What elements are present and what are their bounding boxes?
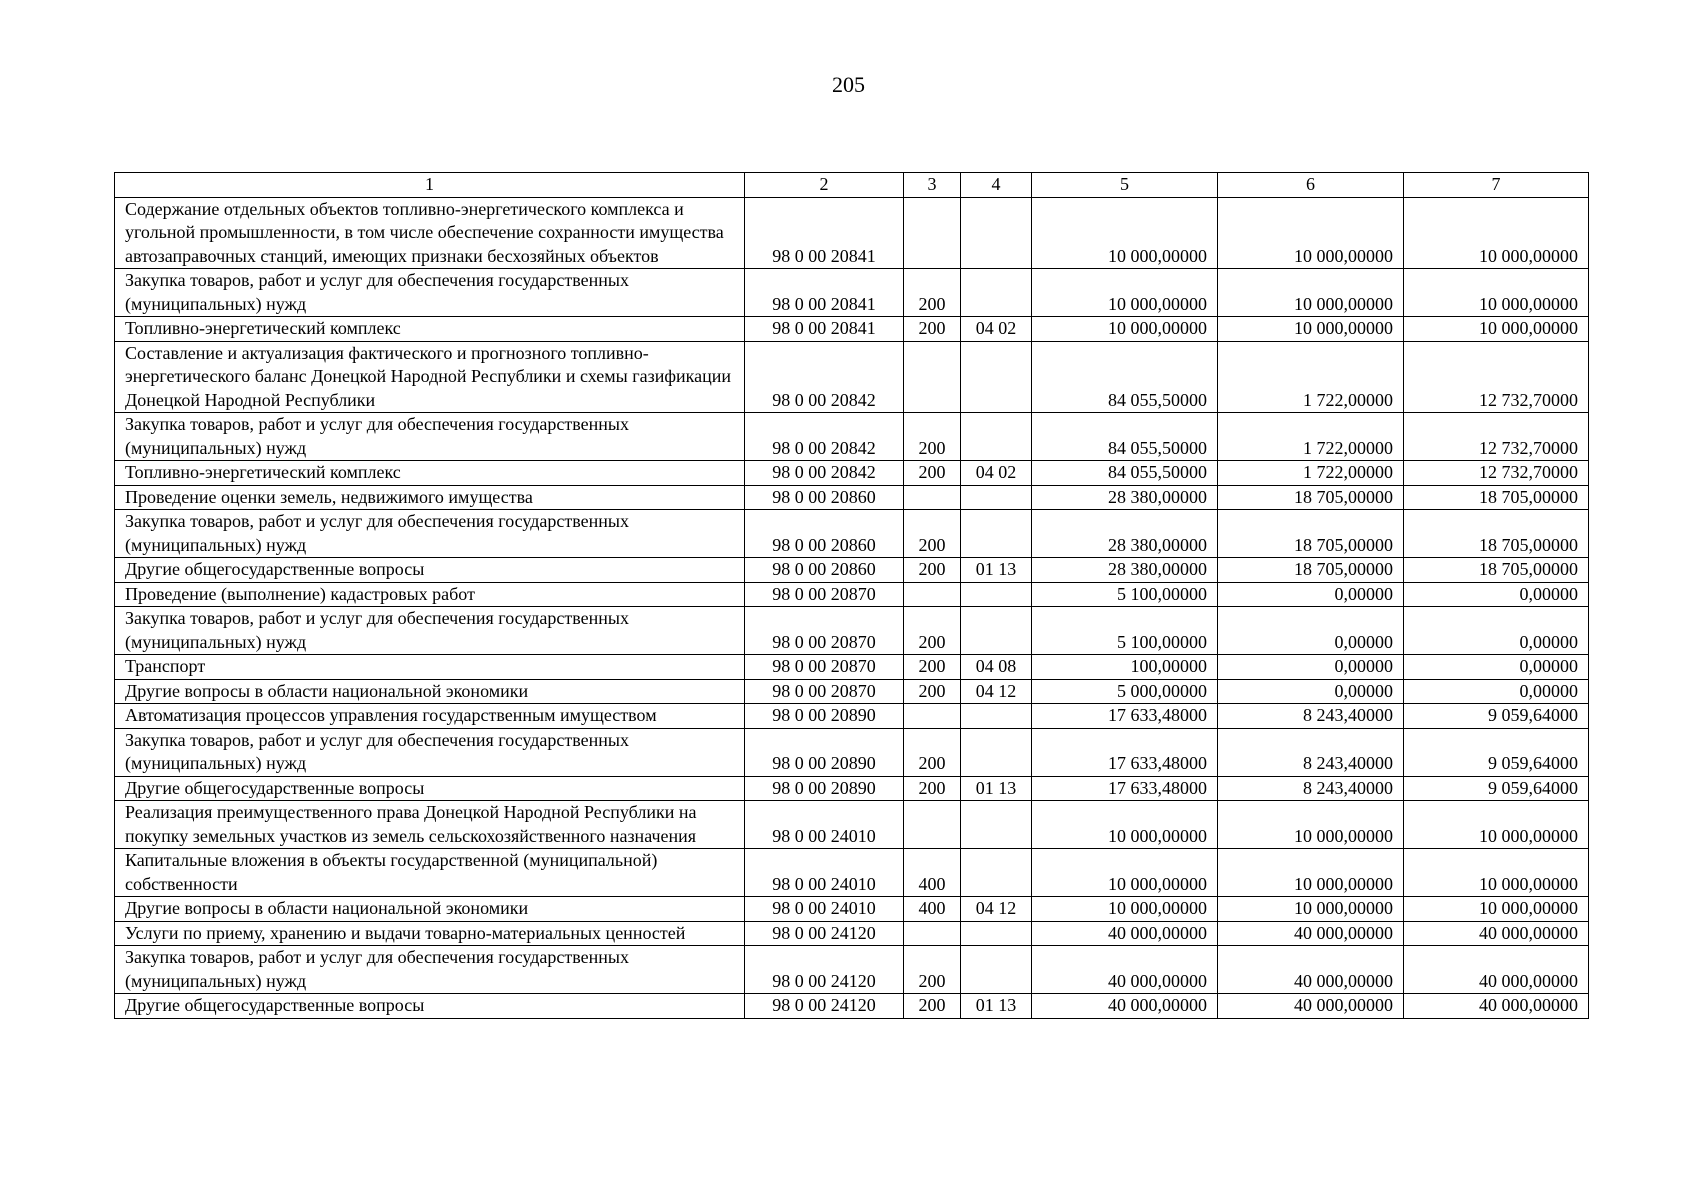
amount-column-6: 10 000,00000 [1218, 269, 1404, 317]
page-number: 205 [832, 72, 865, 97]
table-row [115, 197, 1589, 269]
amount-column-7: 10 000,00000 [1404, 269, 1589, 317]
expense-type-code [904, 921, 961, 946]
row-name: Закупка товаров, работ и услуг для обеспечения государственных (муниципальных) нужд [115, 269, 745, 317]
row-name: Проведение (выполнение) кадастровых работ [115, 582, 745, 607]
amount-column-5: 5 000,00000 [1032, 679, 1218, 704]
amount-column-6: 8 243,40000 [1218, 704, 1404, 729]
row-name: Закупка товаров, работ и услуг для обеспечения государственных (муниципальных) нужд [115, 607, 745, 655]
amount-column-7: 12 732,70000 [1404, 341, 1589, 413]
expense-type-code: 200 [904, 607, 961, 655]
target-article-code: 98 0 00 24120 [745, 946, 904, 994]
amount-column-7: 40 000,00000 [1404, 994, 1589, 1019]
amount-column-5: 10 000,00000 [1032, 269, 1218, 317]
amount-column-5: 17 633,48000 [1032, 704, 1218, 729]
section-subsection-code [961, 582, 1032, 607]
column-header: 7 [1404, 173, 1589, 198]
expense-type-code: 200 [904, 461, 961, 486]
expense-type-code: 200 [904, 946, 961, 994]
amount-column-6: 0,00000 [1218, 655, 1404, 680]
column-number-row [115, 173, 1589, 198]
amount-column-5: 28 380,00000 [1032, 558, 1218, 583]
column-header: 6 [1218, 173, 1404, 198]
table-row [115, 485, 1589, 510]
amount-column-7: 10 000,00000 [1404, 317, 1589, 342]
amount-column-7: 18 705,00000 [1404, 510, 1589, 558]
section-subsection-code [961, 269, 1032, 317]
row-name: Проведение оценки земель, недвижимого имущества [115, 485, 745, 510]
amount-column-6: 8 243,40000 [1218, 776, 1404, 801]
expense-type-code: 400 [904, 897, 961, 922]
amount-column-5: 84 055,50000 [1032, 461, 1218, 486]
table-row [115, 897, 1589, 922]
section-subsection-code [961, 728, 1032, 776]
section-subsection-code: 04 02 [961, 317, 1032, 342]
table-row [115, 679, 1589, 704]
row-name: Услуги по приему, хранению и выдачи товарно-материальных ценностей [115, 921, 745, 946]
amount-column-6: 1 722,00000 [1218, 413, 1404, 461]
budget-table [114, 172, 1589, 1019]
table-row [115, 317, 1589, 342]
amount-column-5: 28 380,00000 [1032, 485, 1218, 510]
amount-column-5: 40 000,00000 [1032, 946, 1218, 994]
row-name: Другие общегосударственные вопросы [115, 776, 745, 801]
expense-type-code: 200 [904, 269, 961, 317]
row-name: Капитальные вложения в объекты государственной (муниципальной) собственности [115, 849, 745, 897]
amount-column-5: 10 000,00000 [1032, 801, 1218, 849]
target-article-code: 98 0 00 20842 [745, 461, 904, 486]
row-name: Транспорт [115, 655, 745, 680]
table-row [115, 704, 1589, 729]
amount-column-5: 40 000,00000 [1032, 994, 1218, 1019]
amount-column-7: 12 732,70000 [1404, 461, 1589, 486]
amount-column-7: 12 732,70000 [1404, 413, 1589, 461]
amount-column-7: 0,00000 [1404, 607, 1589, 655]
table-row [115, 582, 1589, 607]
amount-column-5: 17 633,48000 [1032, 776, 1218, 801]
expense-type-code: 200 [904, 510, 961, 558]
table-row [115, 341, 1589, 413]
section-subsection-code: 04 02 [961, 461, 1032, 486]
target-article-code: 98 0 00 24120 [745, 921, 904, 946]
expense-type-code: 200 [904, 655, 961, 680]
table-row [115, 849, 1589, 897]
amount-column-5: 40 000,00000 [1032, 921, 1218, 946]
expense-type-code: 200 [904, 413, 961, 461]
row-name: Содержание отдельных объектов топливно-энергетического комплекса и угольной промышленности, в том числе обеспечение сохранности имущества автозаправочных станций, имеющих признаки бесхозяйных объектов [115, 197, 745, 269]
target-article-code: 98 0 00 20890 [745, 704, 904, 729]
column-header: 5 [1032, 173, 1218, 198]
table-header [115, 173, 1589, 198]
amount-column-5: 10 000,00000 [1032, 197, 1218, 269]
row-name: Другие общегосударственные вопросы [115, 558, 745, 583]
amount-column-5: 5 100,00000 [1032, 582, 1218, 607]
section-subsection-code [961, 921, 1032, 946]
amount-column-5: 5 100,00000 [1032, 607, 1218, 655]
table-row [115, 413, 1589, 461]
amount-column-6: 8 243,40000 [1218, 728, 1404, 776]
section-subsection-code [961, 801, 1032, 849]
row-name: Закупка товаров, работ и услуг для обеспечения государственных (муниципальных) нужд [115, 946, 745, 994]
amount-column-6: 10 000,00000 [1218, 317, 1404, 342]
target-article-code: 98 0 00 20890 [745, 728, 904, 776]
table-row [115, 921, 1589, 946]
amount-column-6: 40 000,00000 [1218, 994, 1404, 1019]
column-header: 1 [115, 173, 745, 198]
amount-column-6: 10 000,00000 [1218, 849, 1404, 897]
amount-column-7: 10 000,00000 [1404, 849, 1589, 897]
target-article-code: 98 0 00 20860 [745, 558, 904, 583]
amount-column-6: 18 705,00000 [1218, 558, 1404, 583]
section-subsection-code [961, 946, 1032, 994]
amount-column-7: 10 000,00000 [1404, 897, 1589, 922]
section-subsection-code [961, 485, 1032, 510]
target-article-code: 98 0 00 24010 [745, 849, 904, 897]
row-name: Другие общегосударственные вопросы [115, 994, 745, 1019]
expense-type-code: 200 [904, 679, 961, 704]
expense-type-code [904, 582, 961, 607]
amount-column-7: 18 705,00000 [1404, 558, 1589, 583]
target-article-code: 98 0 00 20860 [745, 510, 904, 558]
column-header: 4 [961, 173, 1032, 198]
expense-type-code [904, 197, 961, 269]
amount-column-5: 10 000,00000 [1032, 897, 1218, 922]
amount-column-6: 40 000,00000 [1218, 921, 1404, 946]
target-article-code: 98 0 00 20841 [745, 269, 904, 317]
amount-column-7: 0,00000 [1404, 679, 1589, 704]
row-name: Реализация преимущественного права Донецкой Народной Республики на покупку земельных участков из земель сельскохозяйственного назначения [115, 801, 745, 849]
target-article-code: 98 0 00 24120 [745, 994, 904, 1019]
amount-column-6: 10 000,00000 [1218, 801, 1404, 849]
column-header: 3 [904, 173, 961, 198]
section-subsection-code [961, 704, 1032, 729]
section-subsection-code: 01 13 [961, 776, 1032, 801]
section-subsection-code [961, 413, 1032, 461]
amount-column-7: 0,00000 [1404, 582, 1589, 607]
row-name: Автоматизация процессов управления государственным имуществом [115, 704, 745, 729]
section-subsection-code [961, 197, 1032, 269]
row-name: Топливно-энергетический комплекс [115, 461, 745, 486]
expense-type-code: 200 [904, 994, 961, 1019]
amount-column-6: 10 000,00000 [1218, 197, 1404, 269]
expense-type-code [904, 801, 961, 849]
section-subsection-code: 04 12 [961, 897, 1032, 922]
table-row [115, 728, 1589, 776]
table-row [115, 776, 1589, 801]
amount-column-6: 40 000,00000 [1218, 946, 1404, 994]
amount-column-7: 0,00000 [1404, 655, 1589, 680]
row-name: Закупка товаров, работ и услуг для обеспечения государственных (муниципальных) нужд [115, 413, 745, 461]
table-row [115, 461, 1589, 486]
amount-column-5: 84 055,50000 [1032, 341, 1218, 413]
section-subsection-code: 01 13 [961, 994, 1032, 1019]
target-article-code: 98 0 00 20841 [745, 197, 904, 269]
amount-column-6: 10 000,00000 [1218, 897, 1404, 922]
section-subsection-code [961, 510, 1032, 558]
target-article-code: 98 0 00 20841 [745, 317, 904, 342]
target-article-code: 98 0 00 20870 [745, 655, 904, 680]
row-name: Закупка товаров, работ и услуг для обеспечения государственных (муниципальных) нужд [115, 728, 745, 776]
expense-type-code [904, 704, 961, 729]
section-subsection-code: 04 08 [961, 655, 1032, 680]
target-article-code: 98 0 00 20870 [745, 607, 904, 655]
row-name: Другие вопросы в области национальной экономики [115, 897, 745, 922]
amount-column-5: 84 055,50000 [1032, 413, 1218, 461]
amount-column-6: 0,00000 [1218, 679, 1404, 704]
table-row [115, 607, 1589, 655]
target-article-code: 98 0 00 20870 [745, 679, 904, 704]
row-name: Составление и актуализация фактического и прогнозного топливно-энергетического баланс Донецкой Народной Республики и схемы газификации Донецкой Народной Республики [115, 341, 745, 413]
amount-column-7: 10 000,00000 [1404, 801, 1589, 849]
section-subsection-code [961, 607, 1032, 655]
amount-column-5: 10 000,00000 [1032, 849, 1218, 897]
target-article-code: 98 0 00 20842 [745, 413, 904, 461]
expense-type-code: 200 [904, 728, 961, 776]
table-row [115, 269, 1589, 317]
amount-column-6: 0,00000 [1218, 582, 1404, 607]
section-subsection-code: 01 13 [961, 558, 1032, 583]
amount-column-5: 100,00000 [1032, 655, 1218, 680]
row-name: Другие вопросы в области национальной экономики [115, 679, 745, 704]
table-row [115, 558, 1589, 583]
amount-column-6: 0,00000 [1218, 607, 1404, 655]
table-row [115, 801, 1589, 849]
amount-column-7: 9 059,64000 [1404, 728, 1589, 776]
amount-column-7: 40 000,00000 [1404, 921, 1589, 946]
amount-column-7: 9 059,64000 [1404, 776, 1589, 801]
amount-column-7: 9 059,64000 [1404, 704, 1589, 729]
amount-column-5: 28 380,00000 [1032, 510, 1218, 558]
row-name: Закупка товаров, работ и услуг для обеспечения государственных (муниципальных) нужд [115, 510, 745, 558]
amount-column-5: 10 000,00000 [1032, 317, 1218, 342]
table-row [115, 994, 1589, 1019]
row-name: Топливно-энергетический комплекс [115, 317, 745, 342]
amount-column-6: 1 722,00000 [1218, 461, 1404, 486]
table-row [115, 655, 1589, 680]
column-header: 2 [745, 173, 904, 198]
amount-column-5: 17 633,48000 [1032, 728, 1218, 776]
amount-column-7: 10 000,00000 [1404, 197, 1589, 269]
table-body [115, 197, 1589, 1018]
expense-type-code: 200 [904, 776, 961, 801]
target-article-code: 98 0 00 24010 [745, 801, 904, 849]
amount-column-6: 18 705,00000 [1218, 510, 1404, 558]
target-article-code: 98 0 00 24010 [745, 897, 904, 922]
section-subsection-code [961, 341, 1032, 413]
section-subsection-code: 04 12 [961, 679, 1032, 704]
expense-type-code: 200 [904, 317, 961, 342]
amount-column-7: 40 000,00000 [1404, 946, 1589, 994]
table-row [115, 946, 1589, 994]
expense-type-code [904, 341, 961, 413]
target-article-code: 98 0 00 20860 [745, 485, 904, 510]
expense-type-code [904, 485, 961, 510]
expense-type-code: 400 [904, 849, 961, 897]
expense-type-code: 200 [904, 558, 961, 583]
target-article-code: 98 0 00 20842 [745, 341, 904, 413]
amount-column-6: 1 722,00000 [1218, 341, 1404, 413]
table-row [115, 510, 1589, 558]
amount-column-6: 18 705,00000 [1218, 485, 1404, 510]
amount-column-7: 18 705,00000 [1404, 485, 1589, 510]
target-article-code: 98 0 00 20870 [745, 582, 904, 607]
section-subsection-code [961, 849, 1032, 897]
target-article-code: 98 0 00 20890 [745, 776, 904, 801]
